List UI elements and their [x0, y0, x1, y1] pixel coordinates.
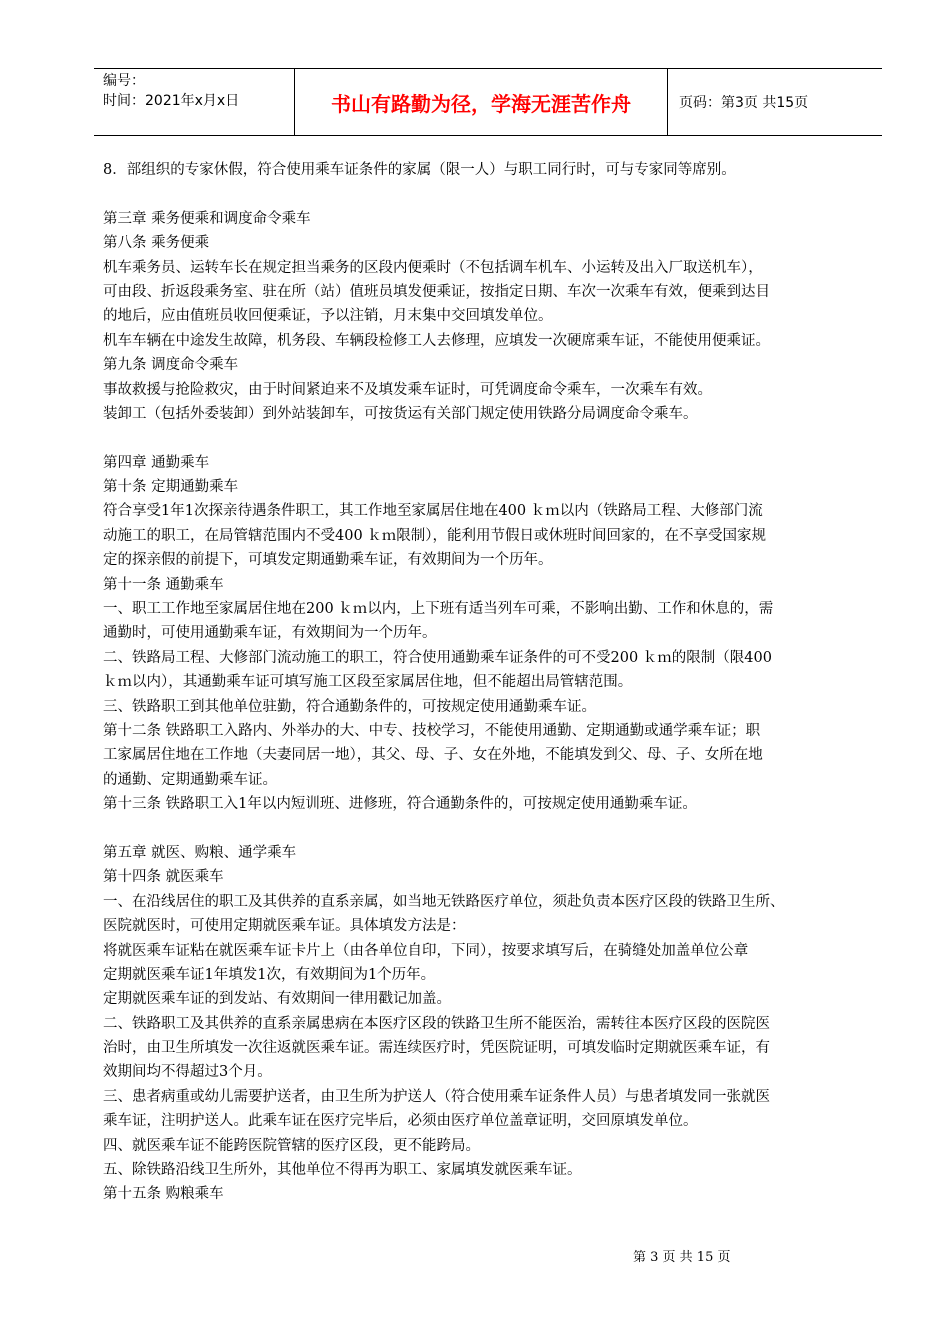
body-text-line: 五、除铁路沿线卫生所外，其他单位不得再为职工、家属填发就医乘车证。: [103, 1162, 582, 1179]
body-text-line: 的地后，应由值班员收回便乘证，予以注销，月末集中交回填发单位。: [103, 308, 553, 325]
page-header: [94, 68, 882, 136]
body-text-line: 8．部组织的专家休假，符合使用乘车证条件的家属（限一人）与职工同行时，可与专家同等席别。: [103, 162, 736, 178]
body-text-line: 第十二条 铁路职工入路内、外举办的大、中专、技校学习，不能使用通勤、定期通勤或通学乘车证；职: [103, 722, 761, 739]
body-text-line: 乘车证，注明护送人。此乘车证在医疗完毕后，必须由医疗单位盖章证明，交回原填发单位。: [103, 1113, 698, 1130]
body-text-line: 第五章 就医、购粮、通学乘车: [103, 844, 297, 861]
body-text-line: 三、患者病重或幼儿需要护送者，由卫生所为护送人（符合使用乘车证条件人员）与患者填发同一张就医: [103, 1088, 770, 1105]
body-text-line: 效期间均不得超过3个月。: [103, 1064, 272, 1081]
body-text-line: 二、铁路职工及其供养的直系亲属患病在本医疗区段的铁路卫生所不能医治，需转往本医疗区段的医院医: [103, 1015, 770, 1032]
body-text-line: 定期就医乘车证的到发站、有效期间一律用戳记加盖。: [103, 991, 451, 1008]
body-text-line: 机车乘务员、运转车长在规定担当乘务的区段内便乘时（不包括调车机车、小运转及出入厂取送机车），: [103, 259, 763, 276]
body-text-line: 第四章 通勤乘车: [103, 454, 210, 471]
body-text-line: 动施工的职工，在局管辖范围内不受400 ｋｍ限制），能利用节假日或休班时间回家的，在不享受国家规: [103, 527, 767, 544]
body-text-line: 符合享受1年1次探亲待遇条件职工，其工作地至家属居住地在400 ｋｍ以内（铁路局工程、大修部门流: [103, 503, 763, 520]
document-time-label: 时间：2021年x月x日: [103, 93, 240, 109]
body-text-line: ｋｍ以内），其通勤乘车证可填写施工区段至家属居住地，但不能超出局管辖范围。: [103, 674, 633, 691]
header-motto: 书山有路勤为径，学海无涯苦作舟: [295, 69, 668, 135]
body-text-line: 一、职工工作地至家属居住地在200 ｋｍ以内，上下班有适当列车可乘，不影响出勤、工作和休息的，需: [103, 601, 774, 618]
body-text-line: 可由段、折返段乘务室、驻在所（站）值班员填发便乘证，按指定日期、车次一次乘车有效，便乘到达目: [103, 283, 770, 300]
body-text-line: 四、就医乘车证不能跨医院管辖的医疗区段，更不能跨局。: [103, 1137, 480, 1154]
body-text-line: 第九条 调度命令乘车: [103, 357, 239, 374]
body-text-line: 定的探亲假的前提下，可填发定期通勤乘车证，有效期间为一个历年。: [103, 552, 553, 569]
document-number-label: 编号：: [103, 73, 145, 89]
body-text-line: 第八条 乘务便乘: [103, 235, 210, 252]
page-footer: 第 3 页 共 15 页: [633, 1250, 731, 1265]
body-text-line: 第十三条 铁路职工入1年以内短训班、进修班，符合通勤条件的，可按规定使用通勤乘车证。: [103, 796, 697, 813]
body-text-line: 将就医乘车证粘在就医乘车证卡片上（由各单位自印，下同），按要求填写后，在骑缝处加盖单位公章: [103, 942, 749, 959]
blank-line: [103, 426, 887, 450]
body-text-line: 定期就医乘车证1年填发1次，有效期间为1个历年。: [103, 966, 436, 983]
body-text-line: 治时，由卫生所填发一次往返就医乘车证。需连续医疗时，凭医院证明，可填发临时定期就医乘车证，有: [103, 1040, 770, 1057]
body-text-line: 第十一条 通勤乘车: [103, 576, 224, 593]
blank-line: [103, 817, 887, 841]
header-page-label: 页码：第3页 共15页: [679, 95, 809, 111]
body-text-line: 第十条 定期通勤乘车: [103, 479, 239, 496]
body-text-line: 通勤时，可使用通勤乘车证，有效期间为一个历年。: [103, 625, 437, 642]
blank-line: [103, 182, 887, 206]
body-text-line: 第十四条 就医乘车: [103, 869, 224, 886]
body-text-line: 机车车辆在中途发生故障，机务段、车辆段检修工人去修理，应填发一次硬席乘车证，不能使用便乘证。: [103, 332, 770, 349]
body-text-line: 医院就医时，可使用定期就医乘车证。具体填发方法是：: [103, 918, 466, 935]
body-text-line: 二、铁路局工程、大修部门流动施工的职工，符合使用通勤乘车证条件的可不受200 ｋｍ的限制（限400: [103, 649, 772, 666]
body-text-line: 工家属居住地在工作地（夫妻同居一地），其父、母、子、女在外地，不能填发到父、母、子、女所在地: [103, 747, 763, 764]
body-text-line: 第三章 乘务便乘和调度命令乘车: [103, 210, 311, 227]
body-text-line: 事故救援与抢险救灾，由于时间紧迫来不及填发乘车证时，可凭调度命令乘车，一次乘车有效。: [103, 381, 712, 398]
document-body: [103, 158, 887, 1207]
body-text-line: 三、铁路职工到其他单位驻勤，符合通勤条件的，可按规定使用通勤乘车证。: [103, 698, 596, 715]
body-text-line: 第十五条 购粮乘车: [103, 1186, 224, 1203]
body-text-line: 一、在沿线居住的职工及其供养的直系亲属，如当地无铁路医疗单位，须赴负责本医疗区段的铁路卫生所、: [103, 893, 785, 910]
body-text-line: 的通勤、定期通勤乘车证。: [103, 771, 277, 788]
header-meta-cell: [94, 69, 295, 135]
body-text-line: 装卸工（包括外委装卸）到外站装卸车，可按货运有关部门规定使用铁路分局调度命令乘车。: [103, 405, 698, 422]
